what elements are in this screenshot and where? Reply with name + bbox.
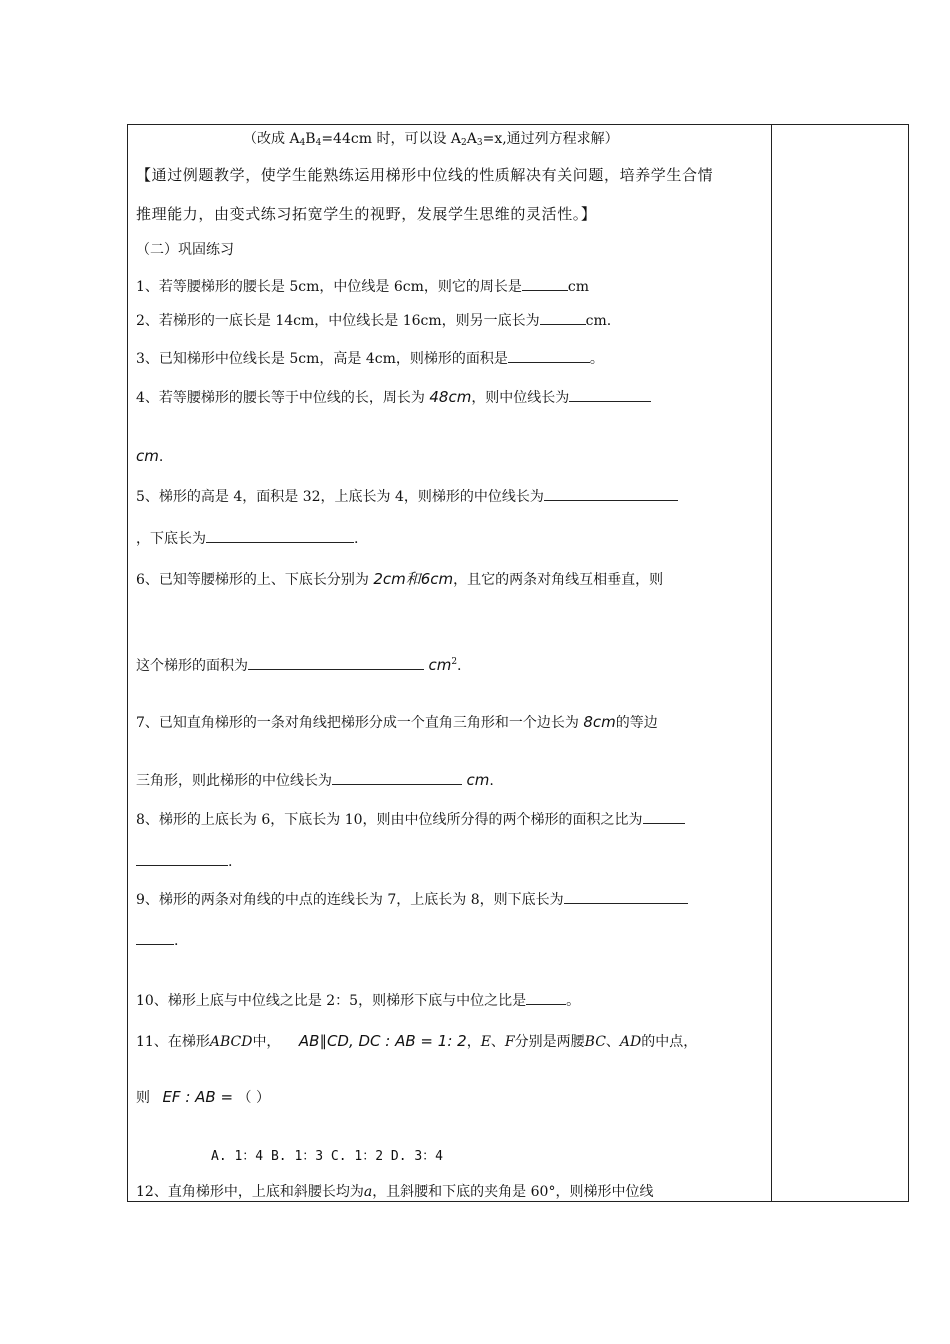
q2-text: 2、若梯形的一底长是 14cm，中位线长是 16cm，则另一底长为 bbox=[136, 313, 540, 329]
question-3 bbox=[136, 348, 604, 369]
q12-after: ，且斜腰和下底的夹角是 60°，则梯形中位线 bbox=[372, 1184, 654, 1200]
note-sub1: 4 bbox=[299, 138, 306, 148]
q10-end: 。 bbox=[566, 993, 581, 1009]
q11-f: F bbox=[504, 1034, 515, 1050]
q8-text: 8、梯形的上底长为 6，下底长为 10，则由中位线所分得的两个梯形的面积之比为 bbox=[136, 812, 643, 828]
q9-end: . bbox=[174, 933, 179, 949]
q7-math: 8cm bbox=[583, 713, 616, 731]
q1-text: 1、若等腰梯形的腰长是 5cm，中位线是 6cm，则它的周长是 bbox=[136, 279, 522, 295]
question-9-line2 bbox=[136, 930, 178, 951]
q4-unit: cm bbox=[136, 447, 159, 465]
section-title: （二）巩固练习 bbox=[136, 242, 234, 258]
note-pre: （改成 A bbox=[243, 131, 300, 147]
question-6 bbox=[136, 569, 663, 590]
q11-mid: 中， bbox=[252, 1034, 281, 1050]
note-sub2: 4 bbox=[315, 138, 322, 148]
q10-blank[interactable] bbox=[526, 990, 566, 1005]
question-4-unit-line bbox=[136, 446, 163, 467]
question-2 bbox=[136, 310, 611, 331]
q4-math: 48cm bbox=[429, 388, 472, 406]
q11-line2-math: EF : AB = bbox=[162, 1088, 234, 1106]
q5-end: . bbox=[354, 531, 359, 547]
q2-unit: cm. bbox=[585, 313, 612, 329]
note-m2: =44cm 时，可以设 A bbox=[321, 131, 461, 147]
q9-blank-1[interactable] bbox=[564, 889, 688, 904]
note-m3: A bbox=[466, 131, 477, 147]
question-12 bbox=[136, 1182, 653, 1202]
q1-unit: cm bbox=[567, 279, 589, 295]
q9-text: 9、梯形的两条对角线的中点的连线长为 7，上底长为 8，则下底长为 bbox=[136, 892, 564, 908]
question-9 bbox=[136, 889, 688, 910]
q11-text: 11、在梯形 bbox=[136, 1034, 210, 1050]
q3-end: 。 bbox=[589, 351, 604, 367]
q10-text: 10、梯形上底与中位线之比是 2：5，则梯形下底与中位之比是 bbox=[136, 993, 527, 1009]
q11-math: AB∥CD, DC : AB = 1: 2 bbox=[298, 1032, 467, 1050]
q6-sup: 2 bbox=[451, 657, 458, 667]
question-4 bbox=[136, 387, 651, 408]
q6-after: ，且它的两条对角线互相垂直，则 bbox=[453, 572, 664, 588]
q6-text: 6、已知等腰梯形的上、下底长分别为 bbox=[136, 572, 369, 588]
q11-sep: 、 bbox=[490, 1034, 505, 1050]
q4-end: . bbox=[158, 449, 164, 465]
question-5-line2 bbox=[136, 528, 358, 549]
q11-ad: AD bbox=[619, 1034, 642, 1050]
q7-text2: 三角形，则此梯形的中位线长为 bbox=[136, 773, 332, 789]
goal-line-1: 【通过例题教学，使学生能熟练运用梯形中位线的性质解决有关问题，培养学生合情 bbox=[136, 166, 714, 184]
question-8 bbox=[136, 809, 685, 830]
question-6-line2 bbox=[136, 652, 462, 676]
note-sub3: 2 bbox=[461, 138, 467, 148]
q11-bc: BC bbox=[584, 1034, 606, 1050]
q7-blank[interactable] bbox=[332, 770, 462, 785]
question-11 bbox=[136, 1031, 697, 1052]
question-5 bbox=[136, 486, 678, 507]
q4-after: ，则中位线长为 bbox=[471, 390, 570, 406]
note-sub4: 3 bbox=[476, 138, 483, 148]
q11-after1: ， bbox=[466, 1034, 481, 1050]
q4-blank[interactable] bbox=[569, 387, 651, 402]
q6-unit: cm bbox=[428, 656, 452, 674]
q8-end: . bbox=[228, 854, 233, 870]
q5-text2: ，下底长为 bbox=[136, 531, 206, 547]
q11-e: E bbox=[480, 1034, 491, 1050]
question-7-line2 bbox=[136, 770, 494, 791]
note-line bbox=[243, 129, 619, 153]
question-1 bbox=[136, 276, 589, 297]
q5-text: 5、梯形的高是 4，面积是 32，上底长为 4，则梯形的中位线长为 bbox=[136, 489, 544, 505]
q11-sep-2: 、 bbox=[605, 1034, 620, 1050]
q3-blank[interactable] bbox=[508, 348, 590, 363]
q2-blank[interactable] bbox=[540, 310, 586, 325]
q5-blank-1[interactable] bbox=[544, 486, 678, 501]
question-10 bbox=[136, 990, 580, 1011]
q11-name: ABCD bbox=[209, 1034, 253, 1050]
q12-a: a bbox=[363, 1184, 373, 1200]
q7-end: . bbox=[489, 773, 494, 789]
q6-math: 2cm和6cm bbox=[373, 570, 454, 588]
note-m1: B bbox=[305, 131, 316, 147]
q7-unit: cm bbox=[466, 771, 490, 789]
note-post: =x,通过列方程求解） bbox=[482, 131, 619, 147]
question-8-line2 bbox=[136, 851, 232, 872]
q11-options: A. 1：4 B. 1：3 C. 1：2 D. 3：4 bbox=[211, 1149, 444, 1164]
q8-blank-1[interactable] bbox=[643, 809, 685, 824]
q9-blank-2[interactable] bbox=[136, 930, 174, 945]
q11-after3: 的中点， bbox=[641, 1034, 698, 1050]
q6-text2: 这个梯形的面积为 bbox=[136, 658, 248, 674]
q11-line2-pre: 则 bbox=[136, 1090, 150, 1106]
q7-after: 的等边 bbox=[615, 715, 658, 731]
q12-text: 12、直角梯形中，上底和斜腰长均为 bbox=[136, 1184, 364, 1200]
q1-blank[interactable] bbox=[522, 276, 568, 291]
q11-after2: 分别是两腰 bbox=[514, 1034, 585, 1050]
question-7 bbox=[136, 712, 658, 733]
goal-line-2: 推理能力，由变式练习拓宽学生的视野，发展学生思维的灵活性。】 bbox=[136, 205, 597, 223]
column-divider bbox=[771, 124, 772, 1202]
q6-end: . bbox=[457, 658, 462, 674]
question-11-line2 bbox=[136, 1087, 270, 1108]
q6-blank[interactable] bbox=[248, 655, 424, 670]
q3-text: 3、已知梯形中位线长是 5cm，高是 4cm，则梯形的面积是 bbox=[136, 351, 508, 367]
q5-blank-2[interactable] bbox=[206, 528, 354, 543]
q7-text: 7、已知直角梯形的一条对角线把梯形分成一个直角三角形和一个边长为 bbox=[136, 715, 579, 731]
q4-text: 4、若等腰梯形的腰长等于中位线的长，周长为 bbox=[136, 390, 425, 406]
q8-blank-2[interactable] bbox=[136, 851, 228, 866]
q11-line2-post: （ ） bbox=[237, 1090, 270, 1106]
